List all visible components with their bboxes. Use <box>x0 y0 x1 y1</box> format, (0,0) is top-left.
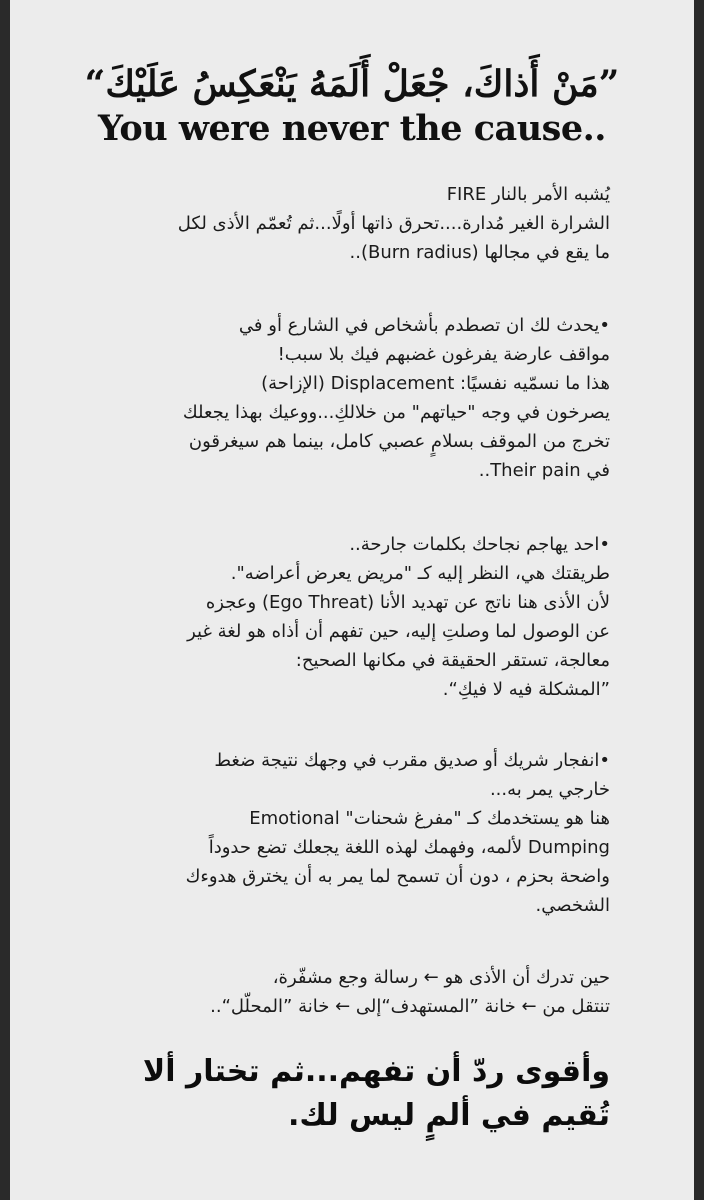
paragraph-line: لأن الأذى هنا ناتج عن تهديد الأنا (Ego Threat) وعجزه <box>205 592 610 613</box>
paragraph-line: •احد يهاجم نجاحك بكلمات جارحة.. <box>349 534 610 555</box>
paragraph-line: Dumping لألمه، وفهمك لهذه اللغة يجعلك تضع حدوداً <box>208 837 610 858</box>
arabic-headline: ”مَنْ أَذاكَ، جْعَلْ أَلَمَهُ يَنْعَكِسُ عَلَيْكَ“ <box>84 63 620 105</box>
paragraph-line: معالجة، تستقر الحقيقة في مكانها الصحيح: <box>295 650 610 671</box>
paragraph-line: الشرارة الغير مُدارة....تحرق ذاتها أولًا...ثم تُعمّم الأذى لكل <box>177 213 610 234</box>
paragraph-line: هنا هو يستخدمك كـ "مفرغ شحنات" Emotional <box>249 808 610 829</box>
paragraph-ego-threat <box>90 530 610 704</box>
paragraph-line: عن الوصول لما وصلتِ إليه، حين تفهم أن أذاه هو لغة غير <box>187 621 610 642</box>
story-page <box>10 0 694 1200</box>
paragraph-fire <box>90 180 610 267</box>
paragraph-line: •انفجار شريك أو صديق مقرب في وجهك نتيجة ضغط <box>214 750 610 771</box>
closing-line: تُقيم في ألمٍ ليس لك. <box>288 1098 610 1133</box>
paragraph-line: يصرخون في وجه "حياتهم" من خلالكِ...ووعيك بهذا يجعلك <box>182 402 610 423</box>
paragraph-line: حين تدرك أن الأذى هو ← رسالة وجع مشفّرة، <box>272 967 610 988</box>
english-headline: You were never the cause.. <box>97 108 606 149</box>
paragraph-line: ”المشكلة فيه لا فيكِ“. <box>442 679 610 700</box>
paragraph-displacement <box>90 311 610 485</box>
paragraph-line: تنتقل من ← خانة ”المستهدف“إلى ← خانة ”المحلّل“.. <box>210 996 610 1017</box>
paragraph-line: هذا ما نسمّيه نفسيًا: Displacement (الإزاحة) <box>261 373 610 394</box>
paragraph-line: مواقف عارضة يفرغون غضبهم فيك بلا سبب! <box>277 344 610 365</box>
paragraph-encrypted-pain <box>90 963 610 1021</box>
closing-statement <box>50 1050 610 1138</box>
paragraph-emotional-dumping <box>90 746 610 920</box>
closing-line: وأقوى ردّ أن تفهم...ثم تختار ألا <box>142 1054 610 1089</box>
paragraph-line: واضحة بحزم ، دون أن تسمح لما يمر به أن يخترق هدوءك <box>185 866 610 887</box>
paragraph-line: ما يقع في مجالها (Burn radius).. <box>349 242 610 263</box>
left-frame-edge <box>0 0 10 1200</box>
paragraph-line: •يحدث لك ان تصطدم بأشخاص في الشارع أو في <box>238 315 610 336</box>
paragraph-line: طريقتك هي، النظر إليه كـ "مريض يعرض أعراضه". <box>230 563 610 584</box>
paragraph-line: خارجي يمر به... <box>489 779 610 800</box>
paragraph-line: الشخصي. <box>535 895 610 916</box>
paragraph-line: تخرج من الموقف بسلامٍ عصبي كامل، بينما هم سيغرقون <box>188 431 610 452</box>
paragraph-line: في Their pain.. <box>478 460 610 481</box>
paragraph-line: يُشبه الأمر بالنار FIRE <box>446 184 610 205</box>
right-frame-edge <box>694 0 704 1200</box>
